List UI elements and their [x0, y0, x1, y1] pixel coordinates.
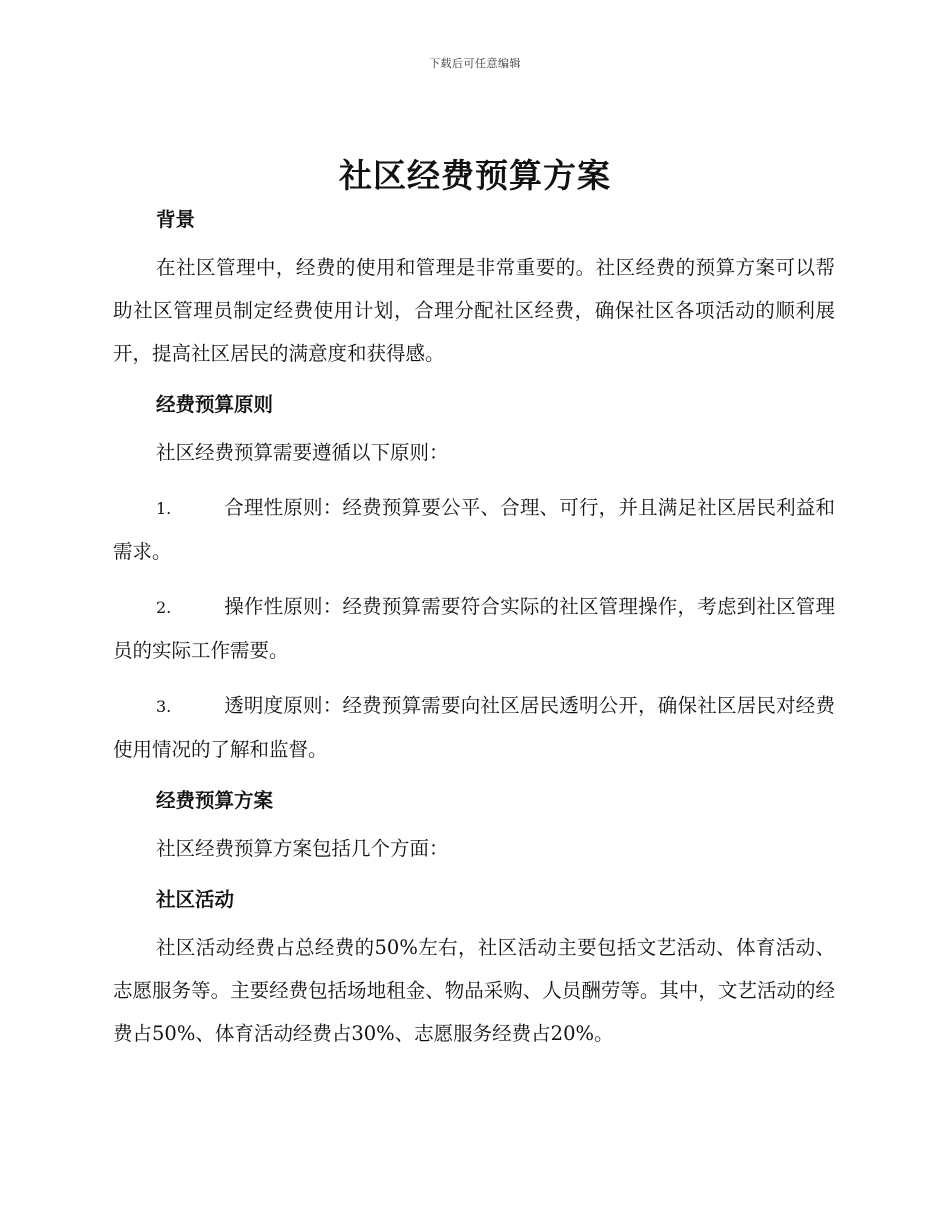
- list-item-text: 操作性原则：经费预算需要符合实际的社区管理操作，考虑到社区管理员的实际工作需要。: [113, 595, 835, 662]
- list-number: 1.: [156, 499, 172, 518]
- section-heading-background: 背景: [156, 208, 196, 231]
- list-number: 2.: [156, 598, 172, 617]
- section-heading-principles: 经费预算原则: [156, 393, 274, 416]
- background-paragraph: 在社区管理中，经费的使用和管理是非常重要的。社区经费的预算方案可以帮助社区管理员制定经费使用计划，合理分配社区经费，确保社区各项活动的顺利展开，提高社区居民的满意度和获得感。: [113, 256, 835, 365]
- section-heading-activities: 社区活动: [156, 888, 235, 911]
- list-number: 3.: [156, 697, 172, 716]
- list-item-text: 合理性原则：经费预算要公平、合理、可行，并且满足社区居民利益和需求。: [113, 496, 835, 563]
- principle-item-2: [113, 585, 835, 672]
- section-heading-plan: 经费预算方案: [156, 789, 274, 812]
- plan-intro: 社区经费预算方案包括几个方面：: [156, 837, 449, 860]
- activities-paragraph: 社区活动经费占总经费的50%左右，社区活动主要包括文艺活动、体育活动、志愿服务等。主要经费包括场地租金、物品采购、人员酬劳等。其中，文艺活动的经费占50%、体育活动经费占30%、志愿服务经费占20%。: [113, 936, 835, 1045]
- principle-item-3: [113, 684, 835, 771]
- principles-intro: 社区经费预算需要遵循以下原则：: [156, 441, 449, 464]
- document-body: [113, 202, 835, 1055]
- page-header-note: 下载后可任意编辑: [429, 57, 521, 70]
- list-item-text: 透明度原则：经费预算需要向社区居民透明公开，确保社区居民对经费使用情况的了解和监督。: [113, 694, 835, 761]
- document-title: 社区经费预算方案: [339, 156, 611, 195]
- principle-item-1: [113, 486, 835, 573]
